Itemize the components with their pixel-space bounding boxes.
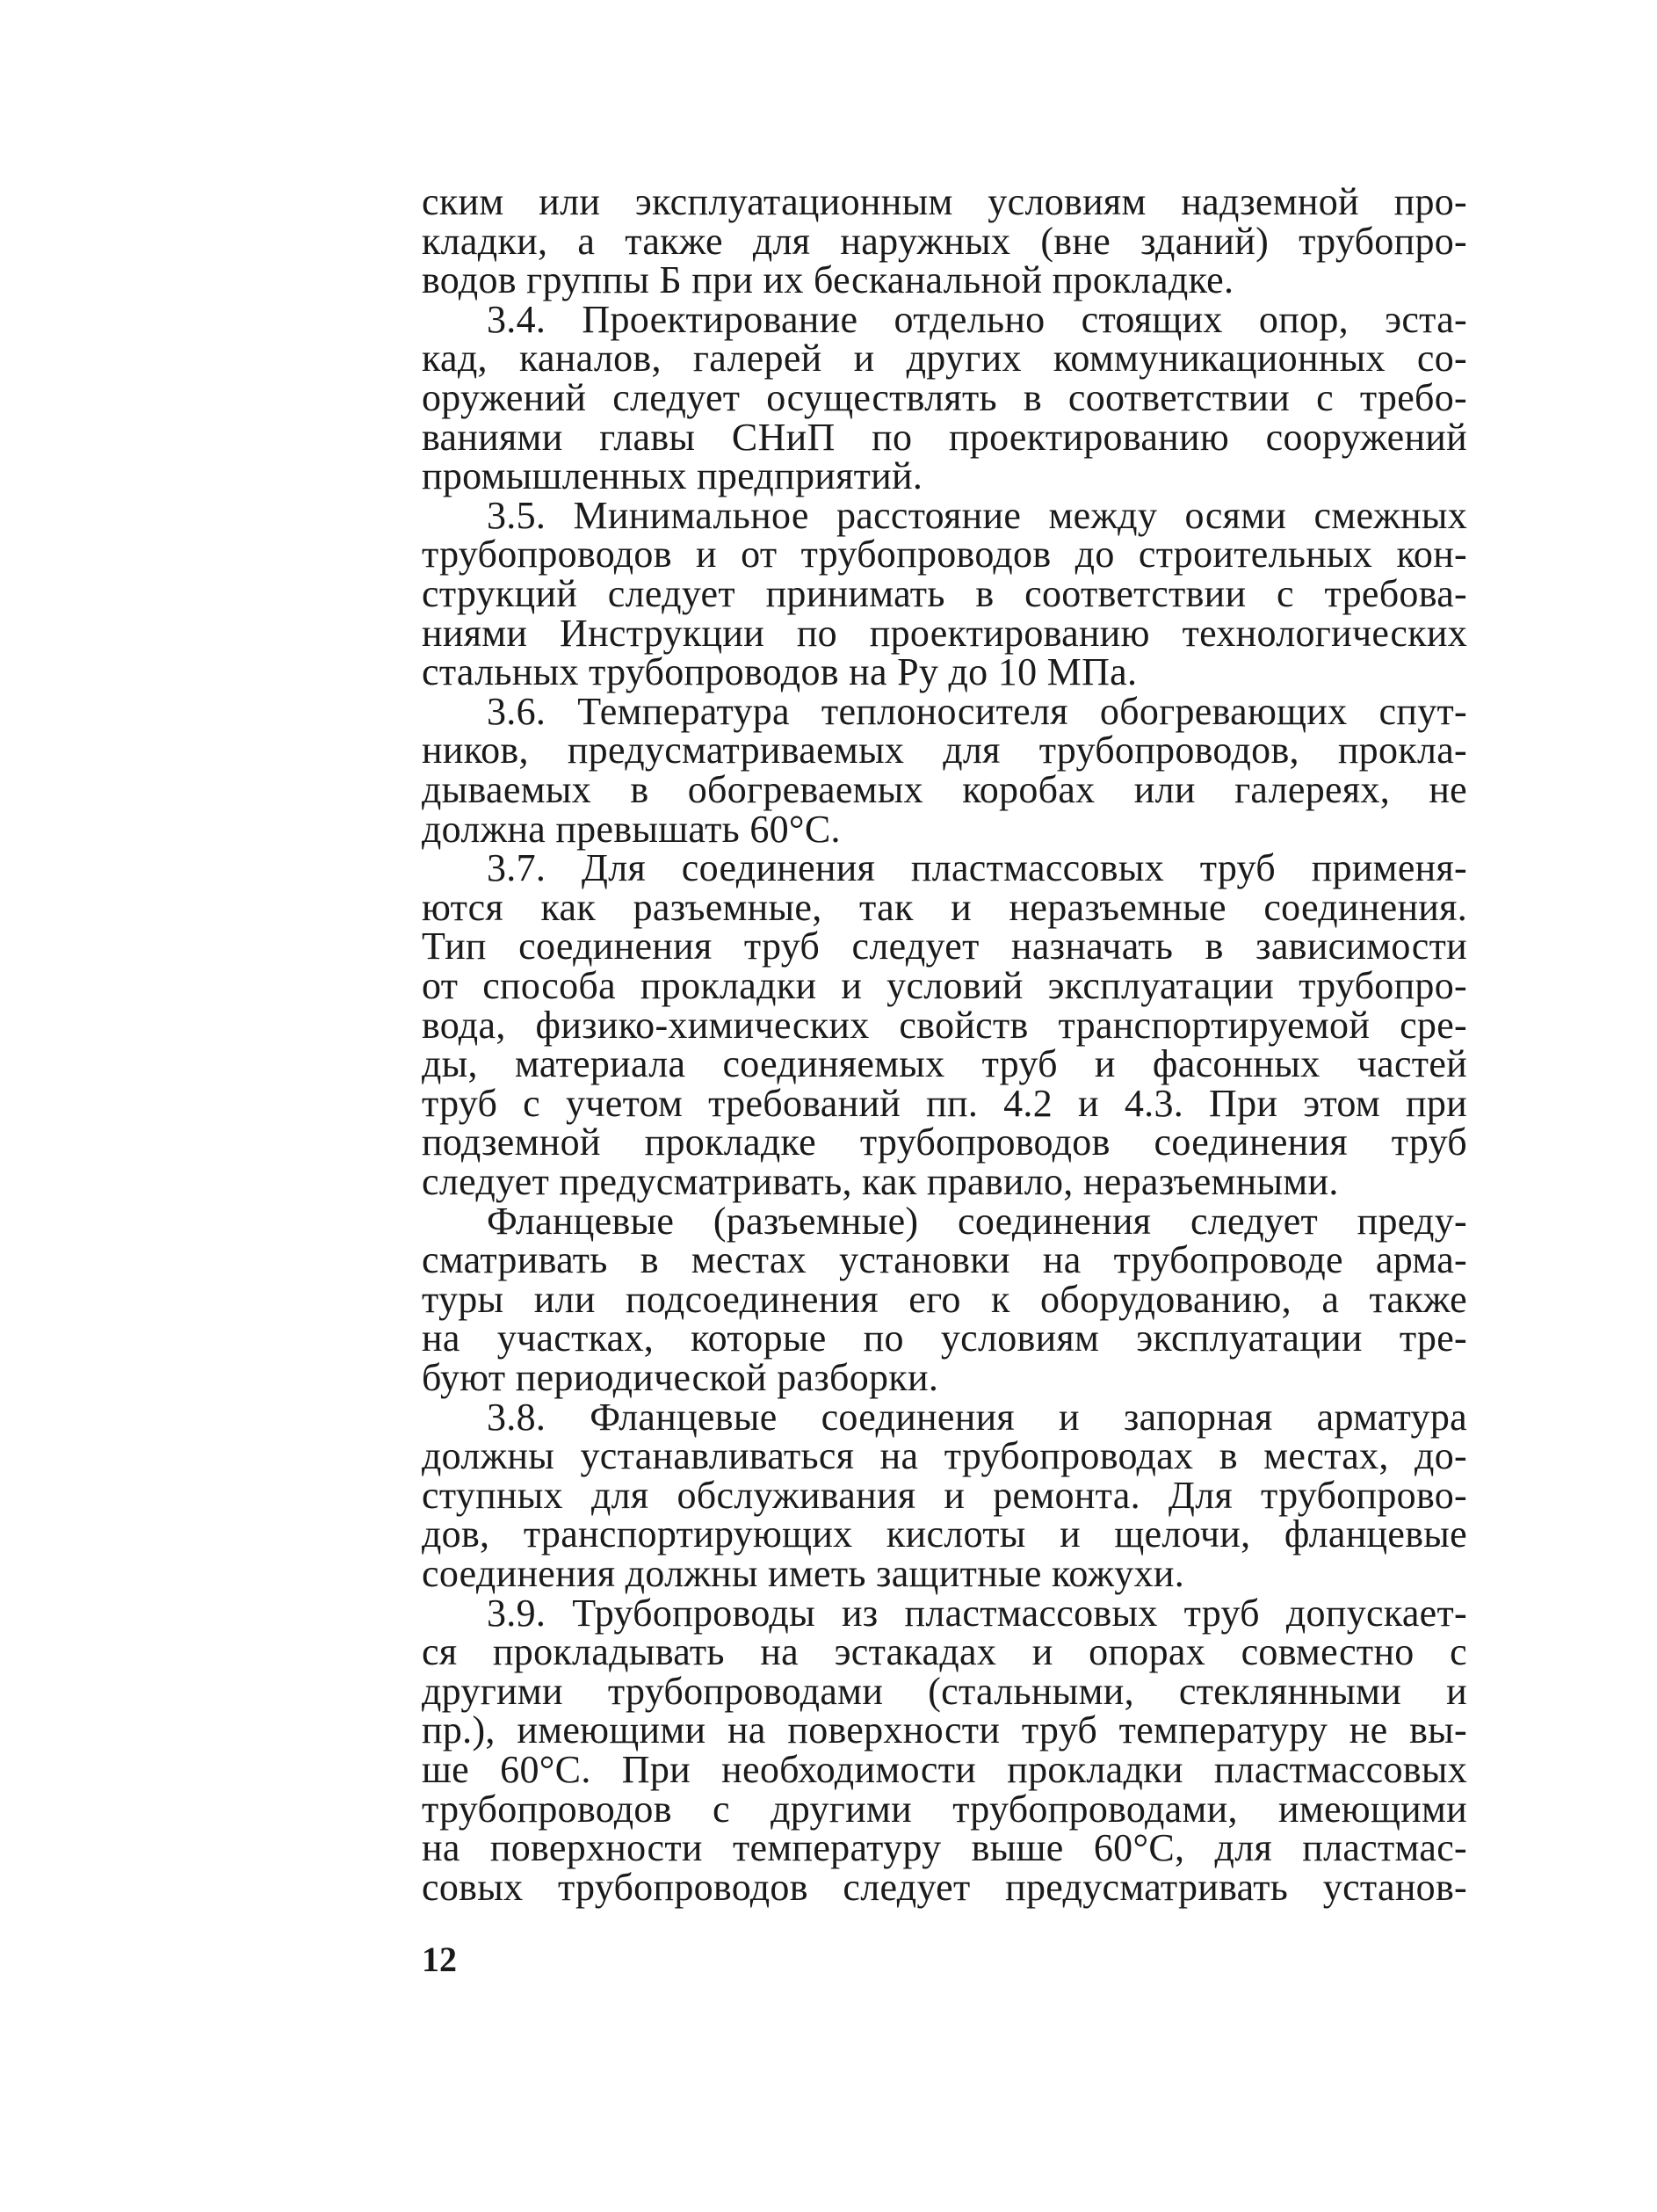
text-line: ским или эксплуатационным условиям надземной про- xyxy=(422,180,1467,223)
text-line: кад, каналов, галерей и других коммуникационных со- xyxy=(422,337,1467,381)
text-line: струкций следует принимать в соответствии с требова- xyxy=(422,572,1467,615)
text-line: сматривать в местах установки на трубопроводе арма- xyxy=(422,1238,1467,1282)
text-line: ников, предусматриваемых для трубопроводов, прокла- xyxy=(422,729,1467,772)
text-line: водов группы Б при их бесканальной прокладке. xyxy=(422,258,1234,302)
text-line: трубопроводов с другими трубопроводами, имеющими xyxy=(422,1787,1467,1831)
text-line: стальных трубопроводов на Pу до 10 МПа. xyxy=(422,650,1138,694)
text-line: соединения должны иметь защитные кожухи. xyxy=(422,1552,1185,1595)
page-number: 12 xyxy=(422,1940,457,1979)
text-line: должны устанавливаться на трубопроводах в местах, до- xyxy=(422,1434,1467,1478)
text-line: ниями Инструкции по проектированию технологических xyxy=(422,611,1467,655)
text-line: Фланцевые (разъемные) соединения следует преду- xyxy=(487,1199,1467,1243)
text-line: должна превышать 60°C. xyxy=(422,807,841,851)
text-line: 3.7. Для соединения пластмассовых труб применя- xyxy=(487,846,1467,890)
text-line: дываемых в обогреваемых коробах или галереях, не xyxy=(422,768,1467,811)
text-line: 3.8. Фланцевые соединения и запорная арматура xyxy=(487,1395,1467,1439)
text-line: дов, транспортирующих кислоты и щелочи, фланцевые xyxy=(422,1512,1467,1556)
text-line: труб с учетом требований пп. 4.2 и 4.3. При этом при xyxy=(422,1081,1467,1125)
text-line: буют периодической разборки. xyxy=(422,1356,939,1399)
text-line: ются как разъемные, так и неразъемные соединения. xyxy=(422,885,1467,929)
text-line: кладки, а также для наружных (вне зданий) трубопро- xyxy=(422,219,1467,263)
text-line: 3.4. Проектирование отдельно стоящих опор, эста- xyxy=(487,297,1467,341)
text-line: туры или подсоединения его к оборудованию, а также xyxy=(422,1277,1467,1321)
text-line: ступных для обслуживания и ремонта. Для трубопрово- xyxy=(422,1473,1467,1517)
text-line: совых трубопроводов следует предусматривать установ- xyxy=(422,1865,1467,1909)
text-line: оружений следует осуществлять в соответствии с требо- xyxy=(422,376,1467,419)
text-line: трубопроводов и от трубопроводов до строительных кон- xyxy=(422,533,1467,577)
text-line: промышленных предприятий. xyxy=(422,454,923,498)
text-line: ше 60°C. При необходимости прокладки пластмассовых xyxy=(422,1748,1467,1791)
text-line: следует предусматривать, как правило, неразъемными. xyxy=(422,1160,1339,1203)
text-line: Тип соединения труб следует назначать в зависимости xyxy=(422,925,1467,968)
text-line: 3.6. Температура теплоносителя обогревающих спут- xyxy=(487,689,1467,733)
text-line: на поверхности температуру выше 60°C, для пластмас- xyxy=(422,1826,1467,1870)
text-line: ся прокладывать на эстакадах и опорах совместно с xyxy=(422,1630,1467,1674)
text-line: ды, материала соединяемых труб и фасонных частей xyxy=(422,1042,1467,1086)
text-line: подземной прокладке трубопроводов соединения труб xyxy=(422,1121,1467,1164)
text-line: пр.), имеющими на поверхности труб температуру не вы- xyxy=(422,1708,1467,1752)
text-line: 3.9. Трубопроводы из пластмассовых труб допускает- xyxy=(487,1591,1467,1635)
text-line: 3.5. Минимальное расстояние между осями смежных xyxy=(487,493,1467,537)
text-line: ваниями главы СНиП по проектированию сооружений xyxy=(422,415,1467,459)
text-line: на участках, которые по условиям эксплуатации тре- xyxy=(422,1316,1467,1360)
text-line: вода, физико-химических свойств транспортируемой сре- xyxy=(422,1003,1467,1047)
text-line: другими трубопроводами (стальными, стеклянными и xyxy=(422,1669,1467,1713)
text-line: от способа прокладки и условий эксплуатации трубопро- xyxy=(422,964,1467,1007)
